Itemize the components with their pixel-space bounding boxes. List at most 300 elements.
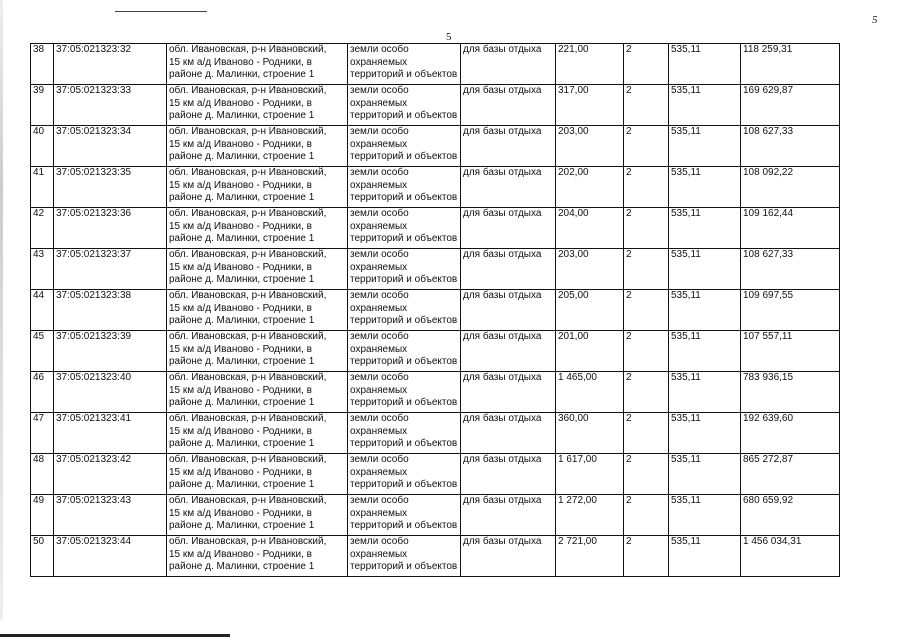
cadastral-value-text: 107 557,11	[743, 331, 793, 342]
address-cell	[167, 208, 348, 249]
area-text: 204,00	[558, 208, 589, 219]
address-line: 15 км а/д Иваново - Родники, в	[169, 548, 312, 560]
group-cell	[624, 85, 669, 126]
group-cell	[624, 126, 669, 167]
cadastral-value-cell	[741, 290, 840, 331]
specific-value-cell	[669, 331, 741, 372]
address-line: районе д. Малинки, строение 1	[169, 315, 315, 326]
area-text: 1 617,00	[558, 454, 597, 465]
cadastral-number-text: 37:05:021323:36	[56, 208, 132, 219]
permitted-use-text: для базы отдыха	[463, 495, 542, 506]
row-number-cell	[31, 44, 54, 85]
cadastral-number-cell	[54, 85, 167, 126]
permitted-use-cell	[461, 167, 556, 208]
scan-artifact-line	[115, 11, 207, 12]
area-text: 203,00	[558, 126, 589, 137]
land-category-cell	[348, 167, 461, 208]
cadastral-number-cell	[54, 208, 167, 249]
cadastral-number-text: 37:05:021323:33	[56, 85, 132, 96]
address-line: районе д. Малинки, строение 1	[169, 520, 315, 531]
area-cell	[556, 495, 624, 536]
land-category-cell	[348, 536, 461, 577]
area-text: 1 465,00	[558, 372, 597, 383]
row-number-cell	[31, 249, 54, 290]
cadastral-value-cell	[741, 249, 840, 290]
row-number-text: 39	[33, 85, 45, 96]
row-number-text: 46	[33, 372, 45, 383]
area-cell	[556, 44, 624, 85]
page-number: 5	[446, 31, 452, 43]
address-line: районе д. Малинки, строение 1	[169, 397, 315, 408]
address-line: обл. Ивановская, р-н Ивановский,	[169, 413, 327, 424]
table-row	[31, 44, 840, 85]
area-cell	[556, 208, 624, 249]
group-text: 2	[626, 44, 632, 55]
land-category-line: земли особо	[350, 413, 409, 424]
permitted-use-text: для базы отдыха	[463, 167, 542, 178]
land-category-line: охраняемых	[350, 343, 408, 355]
row-number-cell	[31, 495, 54, 536]
address-cell	[167, 536, 348, 577]
land-category-line: территорий и объектов	[350, 397, 458, 408]
permitted-use-text: для базы отдыха	[463, 413, 542, 424]
land-category-line: территорий и объектов	[350, 69, 458, 80]
permitted-use-text: для базы отдыха	[463, 249, 542, 260]
permitted-use-cell	[461, 536, 556, 577]
area-text: 360,00	[558, 413, 589, 424]
cadastral-number-text: 37:05:021323:42	[56, 454, 132, 465]
row-number-cell	[31, 167, 54, 208]
area-cell	[556, 249, 624, 290]
land-category-line: охраняемых	[350, 261, 408, 273]
row-number-text: 48	[33, 454, 45, 465]
group-cell	[624, 249, 669, 290]
cadastral-value-text: 108 092,22	[743, 167, 794, 178]
table-row	[31, 249, 840, 290]
area-cell	[556, 167, 624, 208]
group-cell	[624, 413, 669, 454]
land-category-cell	[348, 249, 461, 290]
land-category-cell	[348, 44, 461, 85]
address-line: районе д. Малинки, строение 1	[169, 69, 315, 80]
land-category-line: земли особо	[350, 208, 409, 219]
row-number-text: 38	[33, 44, 45, 55]
group-cell	[624, 44, 669, 85]
cadastral-value-text: 680 659,92	[743, 495, 794, 506]
address-line: обл. Ивановская, р-н Ивановский,	[169, 208, 327, 219]
address-line: 15 км а/д Иваново - Родники, в	[169, 302, 312, 314]
address-line: обл. Ивановская, р-н Ивановский,	[169, 372, 327, 383]
specific-value-text: 535,11	[671, 495, 701, 506]
address-line: районе д. Малинки, строение 1	[169, 233, 315, 244]
land-category-line: охраняемых	[350, 548, 408, 560]
land-category-cell	[348, 495, 461, 536]
row-number-cell	[31, 372, 54, 413]
cadastral-number-text: 37:05:021323:35	[56, 167, 132, 178]
row-number-text: 47	[33, 413, 45, 424]
group-cell	[624, 536, 669, 577]
area-text: 201,00	[558, 331, 589, 342]
permitted-use-text: для базы отдыха	[463, 536, 542, 547]
area-cell	[556, 331, 624, 372]
land-category-line: территорий и объектов	[350, 274, 458, 285]
group-text: 2	[626, 167, 632, 178]
specific-value-text: 535,11	[671, 167, 701, 178]
permitted-use-cell	[461, 126, 556, 167]
land-category-line: земли особо	[350, 290, 409, 301]
table-row	[31, 331, 840, 372]
land-category-line: охраняемых	[350, 384, 408, 396]
cadastral-number-cell	[54, 536, 167, 577]
land-category-line: земли особо	[350, 167, 409, 178]
address-line: обл. Ивановская, р-н Ивановский,	[169, 85, 327, 96]
cadastral-number-cell	[54, 249, 167, 290]
land-category-cell	[348, 454, 461, 495]
land-category-cell	[348, 290, 461, 331]
row-number-cell	[31, 290, 54, 331]
permitted-use-cell	[461, 454, 556, 495]
land-category-cell	[348, 85, 461, 126]
specific-value-cell	[669, 536, 741, 577]
permitted-use-text: для базы отдыха	[463, 126, 542, 137]
land-category-line: земли особо	[350, 454, 409, 465]
cadastral-number-cell	[54, 454, 167, 495]
address-line: обл. Ивановская, р-н Ивановский,	[169, 44, 327, 55]
land-category-line: земли особо	[350, 331, 409, 342]
land-category-line: территорий и объектов	[350, 315, 458, 326]
cadastral-value-cell	[741, 454, 840, 495]
land-category-line: территорий и объектов	[350, 192, 458, 203]
area-cell	[556, 454, 624, 495]
row-number-text: 43	[33, 249, 45, 260]
cadastral-value-cell	[741, 331, 840, 372]
group-text: 2	[626, 413, 632, 424]
address-line: обл. Ивановская, р-н Ивановский,	[169, 290, 327, 301]
land-category-line: охраняемых	[350, 466, 408, 478]
address-line: 15 км а/д Иваново - Родники, в	[169, 261, 312, 273]
address-cell	[167, 413, 348, 454]
permitted-use-cell	[461, 208, 556, 249]
land-category-line: территорий и объектов	[350, 561, 458, 572]
cadastral-number-text: 37:05:021323:38	[56, 290, 132, 301]
group-cell	[624, 331, 669, 372]
address-cell	[167, 44, 348, 85]
permitted-use-cell	[461, 495, 556, 536]
group-cell	[624, 454, 669, 495]
cadastral-value-cell	[741, 208, 840, 249]
specific-value-cell	[669, 126, 741, 167]
cadastral-number-cell	[54, 495, 167, 536]
address-line: 15 км а/д Иваново - Родники, в	[169, 466, 312, 478]
cadastral-value-cell	[741, 536, 840, 577]
address-line: обл. Ивановская, р-н Ивановский,	[169, 167, 327, 178]
permitted-use-text: для базы отдыха	[463, 85, 542, 96]
land-category-cell	[348, 331, 461, 372]
cadastral-value-cell	[741, 413, 840, 454]
specific-value-text: 535,11	[671, 249, 701, 260]
row-number-cell	[31, 454, 54, 495]
permitted-use-text: для базы отдыха	[463, 331, 542, 342]
cadastral-number-text: 37:05:021323:40	[56, 372, 132, 383]
cadastral-number-cell	[54, 331, 167, 372]
scan-artifact-line-bottom	[0, 634, 230, 637]
group-text: 2	[626, 290, 632, 301]
table-row	[31, 454, 840, 495]
permitted-use-text: для базы отдыха	[463, 290, 542, 301]
scan-left-edge	[0, 0, 3, 620]
cadastral-value-cell	[741, 372, 840, 413]
land-category-line: территорий и объектов	[350, 110, 458, 121]
land-category-line: земли особо	[350, 372, 409, 383]
table-body	[31, 44, 840, 577]
group-text: 2	[626, 249, 632, 260]
permitted-use-cell	[461, 413, 556, 454]
area-cell	[556, 536, 624, 577]
group-cell	[624, 167, 669, 208]
specific-value-cell	[669, 85, 741, 126]
group-cell	[624, 290, 669, 331]
address-line: районе д. Малинки, строение 1	[169, 274, 315, 285]
cadastral-value-cell	[741, 495, 840, 536]
land-category-cell	[348, 126, 461, 167]
land-category-line: охраняемых	[350, 507, 408, 519]
area-text: 317,00	[558, 85, 589, 96]
address-cell	[167, 167, 348, 208]
address-line: 15 км а/д Иваново - Родники, в	[169, 425, 312, 437]
table-row	[31, 413, 840, 454]
specific-value-cell	[669, 372, 741, 413]
cadastral-value-text: 108 627,33	[743, 126, 794, 137]
row-number-cell	[31, 85, 54, 126]
address-line: обл. Ивановская, р-н Ивановский,	[169, 454, 327, 465]
land-category-line: территорий и объектов	[350, 479, 458, 490]
area-text: 2 721,00	[558, 536, 597, 547]
specific-value-cell	[669, 495, 741, 536]
row-number-text: 42	[33, 208, 45, 219]
specific-value-cell	[669, 290, 741, 331]
address-line: районе д. Малинки, строение 1	[169, 356, 315, 367]
table-row	[31, 372, 840, 413]
group-text: 2	[626, 208, 632, 219]
cadastral-number-cell	[54, 413, 167, 454]
group-text: 2	[626, 495, 632, 506]
specific-value-text: 535,11	[671, 208, 701, 219]
land-category-line: территорий и объектов	[350, 151, 458, 162]
specific-value-cell	[669, 413, 741, 454]
specific-value-text: 535,11	[671, 44, 701, 55]
row-number-text: 40	[33, 126, 45, 137]
land-category-line: территорий и объектов	[350, 438, 458, 449]
specific-value-text: 535,11	[671, 413, 701, 424]
area-text: 202,00	[558, 167, 589, 178]
land-category-line: земли особо	[350, 126, 409, 137]
land-category-line: территорий и объектов	[350, 520, 458, 531]
land-category-line: охраняемых	[350, 56, 408, 68]
address-line: обл. Ивановская, р-н Ивановский,	[169, 536, 327, 547]
group-text: 2	[626, 331, 632, 342]
cadastral-value-text: 118 259,31	[743, 44, 793, 55]
specific-value-cell	[669, 454, 741, 495]
cadastral-value-cell	[741, 126, 840, 167]
address-line: обл. Ивановская, р-н Ивановский,	[169, 331, 327, 342]
cadastral-number-cell	[54, 372, 167, 413]
cadastral-value-cell	[741, 85, 840, 126]
address-cell	[167, 126, 348, 167]
area-text: 203,00	[558, 249, 589, 260]
area-text: 1 272,00	[558, 495, 597, 506]
land-category-line: земли особо	[350, 44, 409, 55]
cadastral-number-text: 37:05:021323:41	[56, 413, 132, 424]
address-line: 15 км а/д Иваново - Родники, в	[169, 507, 312, 519]
cadastral-value-text: 109 697,55	[743, 290, 794, 301]
group-text: 2	[626, 454, 632, 465]
land-category-line: территорий и объектов	[350, 233, 458, 244]
address-cell	[167, 290, 348, 331]
permitted-use-cell	[461, 372, 556, 413]
specific-value-text: 535,11	[671, 126, 701, 137]
address-line: районе д. Малинки, строение 1	[169, 438, 315, 449]
cadastral-number-text: 37:05:021323:44	[56, 536, 132, 547]
cadastral-value-cell	[741, 167, 840, 208]
row-number-cell	[31, 413, 54, 454]
cadastral-value-text: 865 272,87	[743, 454, 794, 465]
row-number-cell	[31, 331, 54, 372]
land-category-line: охраняемых	[350, 302, 408, 314]
address-line: 15 км а/д Иваново - Родники, в	[169, 343, 312, 355]
land-category-line: территорий и объектов	[350, 356, 458, 367]
land-category-line: охраняемых	[350, 138, 408, 150]
address-line: районе д. Малинки, строение 1	[169, 479, 315, 490]
specific-value-cell	[669, 208, 741, 249]
row-number-cell	[31, 208, 54, 249]
area-text: 221,00	[558, 44, 589, 55]
cadastral-number-cell	[54, 126, 167, 167]
specific-value-text: 535,11	[671, 331, 701, 342]
land-category-cell	[348, 208, 461, 249]
cadastral-number-text: 37:05:021323:34	[56, 126, 132, 137]
cadastral-value-text: 192 639,60	[743, 413, 794, 424]
row-number-text: 45	[33, 331, 45, 342]
land-category-line: земли особо	[350, 85, 409, 96]
margin-page-number: 5	[872, 14, 878, 26]
group-cell	[624, 495, 669, 536]
specific-value-cell	[669, 167, 741, 208]
group-text: 2	[626, 85, 632, 96]
address-line: районе д. Малинки, строение 1	[169, 192, 315, 203]
row-number-text: 44	[33, 290, 45, 301]
address-line: 15 км а/д Иваново - Родники, в	[169, 384, 312, 396]
group-text: 2	[626, 536, 632, 547]
cadastral-number-cell	[54, 167, 167, 208]
land-category-line: охраняемых	[350, 425, 408, 437]
table-row	[31, 126, 840, 167]
table-row	[31, 495, 840, 536]
cadastral-number-text: 37:05:021323:43	[56, 495, 132, 506]
address-line: районе д. Малинки, строение 1	[169, 151, 315, 162]
land-category-line: земли особо	[350, 249, 409, 260]
specific-value-text: 535,11	[671, 372, 701, 383]
cadastral-number-cell	[54, 290, 167, 331]
specific-value-text: 535,11	[671, 85, 701, 96]
cadastral-number-text: 37:05:021323:32	[56, 44, 132, 55]
address-line: обл. Ивановская, р-н Ивановский,	[169, 495, 327, 506]
cadastral-number-cell	[54, 44, 167, 85]
row-number-text: 41	[33, 167, 45, 178]
address-line: 15 км а/д Иваново - Родники, в	[169, 56, 312, 68]
address-line: 15 км а/д Иваново - Родники, в	[169, 138, 312, 150]
cadastral-value-text: 783 936,15	[743, 372, 794, 383]
area-text: 205,00	[558, 290, 589, 301]
cadastral-number-text: 37:05:021323:39	[56, 331, 132, 342]
address-line: обл. Ивановская, р-н Ивановский,	[169, 249, 327, 260]
group-text: 2	[626, 372, 632, 383]
table-row	[31, 167, 840, 208]
permitted-use-text: для базы отдыха	[463, 44, 542, 55]
area-cell	[556, 413, 624, 454]
row-number-text: 49	[33, 495, 45, 506]
permitted-use-cell	[461, 85, 556, 126]
permitted-use-text: для базы отдыха	[463, 372, 542, 383]
specific-value-text: 535,11	[671, 290, 701, 301]
area-cell	[556, 85, 624, 126]
land-category-line: охраняемых	[350, 179, 408, 191]
address-line: 15 км а/д Иваново - Родники, в	[169, 179, 312, 191]
cadastral-value-text: 109 162,44	[743, 208, 794, 219]
cadastral-number-text: 37:05:021323:37	[56, 249, 132, 260]
address-cell	[167, 454, 348, 495]
land-category-line: охраняемых	[350, 97, 408, 109]
address-cell	[167, 495, 348, 536]
table-row	[31, 290, 840, 331]
permitted-use-cell	[461, 44, 556, 85]
land-category-line: земли особо	[350, 495, 409, 506]
table-row	[31, 536, 840, 577]
address-line: районе д. Малинки, строение 1	[169, 110, 315, 121]
land-category-line: охраняемых	[350, 220, 408, 232]
address-line: районе д. Малинки, строение 1	[169, 561, 315, 572]
permitted-use-cell	[461, 249, 556, 290]
row-number-text: 50	[33, 536, 45, 547]
cadastral-value-text: 1 456 034,31	[743, 536, 802, 547]
address-cell	[167, 85, 348, 126]
specific-value-cell	[669, 44, 741, 85]
specific-value-cell	[669, 249, 741, 290]
row-number-cell	[31, 126, 54, 167]
permitted-use-cell	[461, 331, 556, 372]
land-category-cell	[348, 372, 461, 413]
permitted-use-text: для базы отдыха	[463, 454, 542, 465]
area-cell	[556, 126, 624, 167]
specific-value-text: 535,11	[671, 536, 701, 547]
cadastral-value-text: 108 627,33	[743, 249, 794, 260]
group-cell	[624, 372, 669, 413]
address-cell	[167, 249, 348, 290]
address-line: 15 км а/д Иваново - Родники, в	[169, 97, 312, 109]
permitted-use-cell	[461, 290, 556, 331]
address-line: 15 км а/д Иваново - Родники, в	[169, 220, 312, 232]
group-text: 2	[626, 126, 632, 137]
specific-value-text: 535,11	[671, 454, 701, 465]
row-number-cell	[31, 536, 54, 577]
permitted-use-text: для базы отдыха	[463, 208, 542, 219]
land-category-cell	[348, 413, 461, 454]
land-registry-table	[30, 43, 840, 577]
cadastral-value-cell	[741, 44, 840, 85]
address-line: обл. Ивановская, р-н Ивановский,	[169, 126, 327, 137]
cadastral-value-text: 169 629,87	[743, 85, 794, 96]
table-row	[31, 208, 840, 249]
land-category-line: земли особо	[350, 536, 409, 547]
